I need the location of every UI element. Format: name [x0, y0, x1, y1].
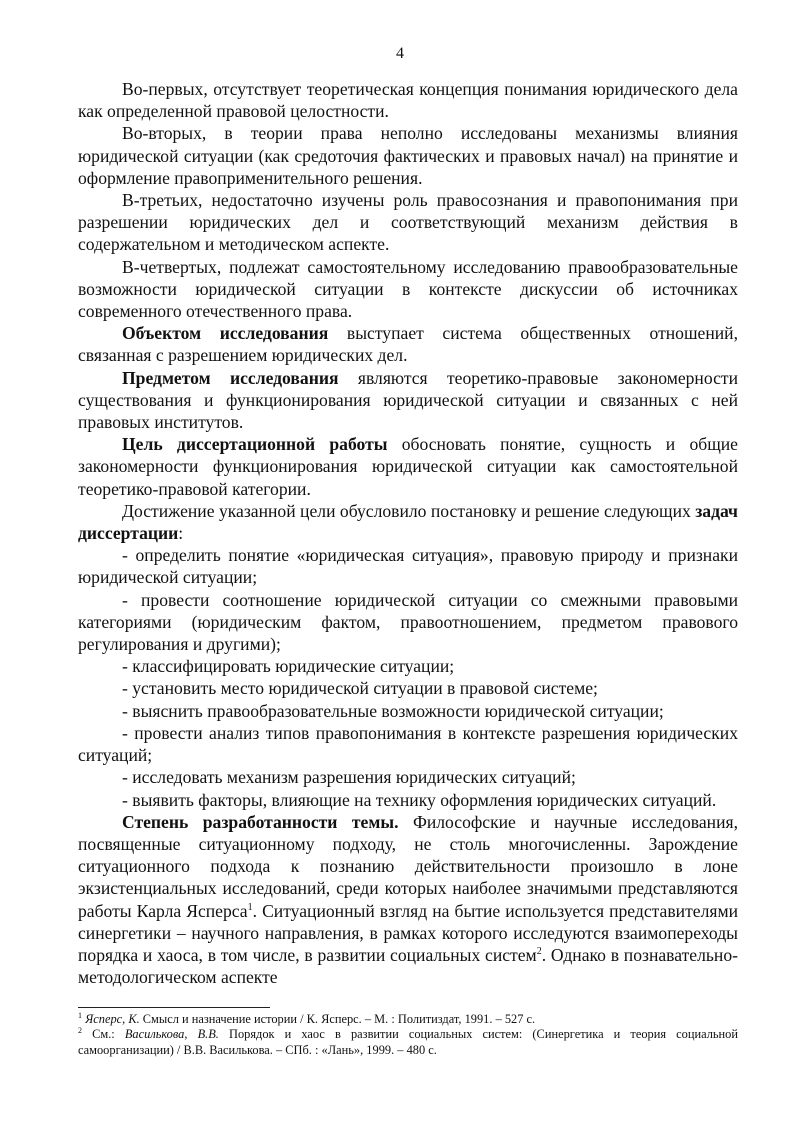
task-item: - исследовать механизм разрешения юридических ситуаций;: [122, 767, 576, 788]
footnotes: [78, 1012, 738, 1058]
footnote-author: Ясперс, К.: [85, 1012, 140, 1026]
degree-text-c: . Однако в познавательно-методологическом аспекте: [78, 944, 738, 988]
subject-text: являются теоретико-правовые закономерности существования и функционирования юридической ситуации и связанных с ней правовых институтов.: [78, 367, 738, 433]
paragraph-tasks-intro: [78, 500, 738, 544]
footnote-text: Порядок и хаос в развитии социальных систем: (Синергетика и теория социальной самоорганизации) / В.В. Василькова. – СПб. : «Лань», 1999. – 480 с.: [78, 1027, 738, 1057]
object-heading: Объектом исследования: [122, 323, 329, 344]
degree-text-a: Философские и научные исследования, посвященные ситуационному подходу, не столь многочисленны. Зарождение ситуационного подхода к познанию действительности произошло в лоне экзистенциальных исследований, среди которых наиболее значимыми представляются работы Карла Ясперса: [78, 811, 739, 921]
degree-heading: Степень разработанности темы.: [122, 811, 399, 832]
paragraph-object: [78, 322, 738, 366]
goal-heading: Цель диссертационной работы: [122, 434, 388, 455]
tasks-intro-text: Достижение указанной цели обусловило постановку и решение следующих: [122, 500, 696, 521]
paragraph-degree: [78, 811, 738, 989]
task-item: - провести анализ типов правопонимания в контексте разрешения юридических ситуаций;: [78, 722, 738, 766]
task-item: - выявить факторы, влияющие на технику оформления юридических ситуаций.: [122, 789, 717, 810]
degree-text-b: . Ситуационный взгляд на бытие используется представителями синергетики – научного направления, в рамках которого исследуются взаимопереходы порядка и хаоса, в том числе, в развитии социальных систем: [78, 900, 738, 965]
footnote-number: 2: [78, 1026, 82, 1036]
footnote-ref-1[interactable]: 1: [247, 901, 253, 913]
paragraph-fourth: В-четвертых, подлежат самостоятельному исследованию правообразовательные возможности юридической ситуации в контексте дискуссии об источниках современного отечественного права.: [78, 256, 738, 322]
footnote-prefix: См.:: [82, 1027, 125, 1042]
footnote-2: [78, 1027, 738, 1058]
task-item: - определить понятие «юридическая ситуация», правовую природу и признаки юридической ситуации;: [78, 545, 738, 588]
page-number: 4: [396, 45, 404, 62]
object-text: выступает система общественных отношений, связанная с разрешением юридических дел.: [78, 323, 738, 366]
footnote-author: Василькова, В.В.: [124, 1027, 219, 1042]
paragraph-first: Во-первых, отсутствует теоретическая концепция понимания юридического дела как определенной правовой целостности.: [78, 79, 738, 122]
task-item: - выяснить правообразовательные возможности юридической ситуации;: [122, 700, 664, 721]
task-item: - установить место юридической ситуации в правовой системе;: [122, 678, 598, 699]
paragraph-goal: [78, 433, 738, 500]
footnote-text: Смысл и назначение истории / К. Ясперс. – М. : Политиздат, 1991. – 527 с.: [139, 1012, 536, 1026]
task-item: - классифицировать юридические ситуации;: [122, 656, 455, 677]
tasks-heading: задач диссертации: [78, 500, 738, 544]
main-text: [78, 78, 738, 988]
paragraph-second: Во-вторых, в теории права неполно исследованы механизмы влияния юридической ситуации (как средоточия фактических и правовых начал) на принятие и оформление правоприменительного решения.: [78, 123, 738, 188]
footnote-divider: [78, 1007, 270, 1008]
tasks-colon: :: [178, 523, 184, 544]
goal-text: обосновать понятие, сущность и общие закономерности функционирования юридической ситуации как самостоятельной теоретико-правовой категории.: [78, 434, 738, 499]
task-item: - провести соотношение юридической ситуации со смежными правовыми категориями (юридическим фактом, правоотношением, предметом правового регулирования и другими);: [78, 589, 738, 655]
footnote-number: 1: [78, 1010, 82, 1020]
footnote-1: [78, 1012, 738, 1027]
paragraph-third: В-третьих, недостаточно изучены роль правосознания и правопонимания при разрешении юридических дел и соответствующий механизм действия в содержательном и методическом аспекте.: [78, 190, 738, 255]
paragraph-subject: [78, 367, 738, 434]
subject-heading: Предметом исследования: [122, 367, 339, 388]
footnote-ref-2[interactable]: 2: [536, 946, 542, 958]
